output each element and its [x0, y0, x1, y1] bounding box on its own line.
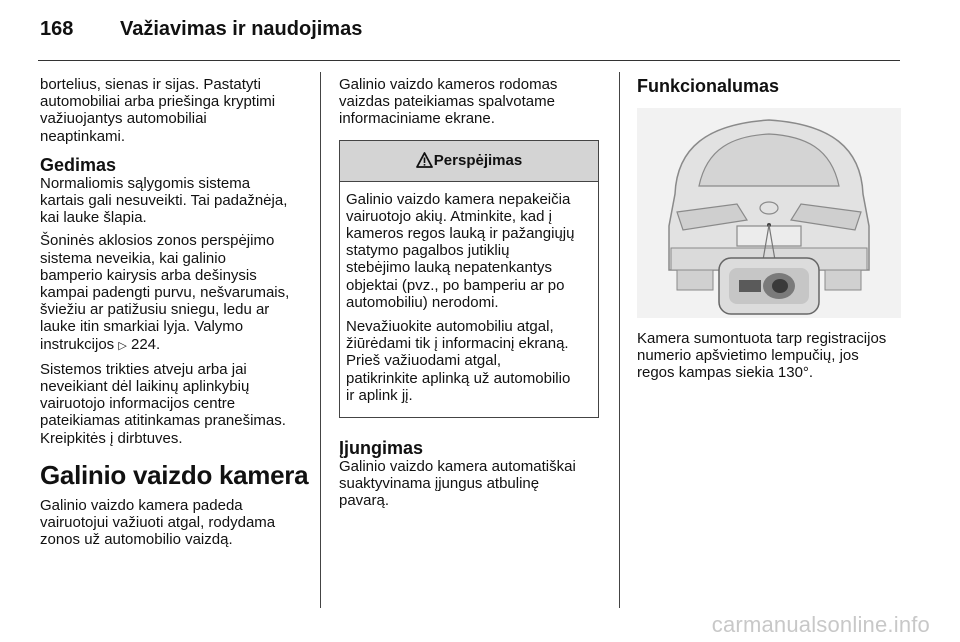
text-line: Šoninės aklosios zonos perspėjimo	[40, 232, 275, 250]
text-line: vairuotojo informacijos centre	[40, 395, 236, 413]
column-divider-2	[619, 72, 620, 608]
text-line: Normaliomis sąlygomis sistema	[40, 174, 251, 192]
ijungimas-paragraph	[339, 458, 601, 510]
text-line: patikrinkite aplinką už automobilio	[346, 369, 571, 387]
text-line: kampai padengti purvu, nešvarumais,	[40, 284, 290, 302]
heading-rear-camera: Galinio vaizdo kamera	[40, 459, 309, 490]
warning-title: Perspėjimas	[433, 151, 523, 169]
text-line: stebėjimo lauką nepatenkantys	[346, 259, 552, 277]
warning-box	[339, 140, 599, 418]
text-line: suaktyvinama įjungus atbulinę	[339, 475, 540, 493]
text-line: važiuojantys automobiliai	[40, 110, 207, 128]
ref-text: instrukcijos	[40, 335, 115, 353]
display-paragraph	[339, 76, 601, 128]
text-line: Galinio vaizdo kameros rodomas	[339, 76, 558, 93]
text-line: vaizdas pateikiamas spalvotame	[339, 93, 555, 111]
text-line: Kamera sumontuota tarp registracijos	[637, 330, 887, 347]
text-line: žiūrėdami tik į informacinį ekraną.	[346, 335, 569, 353]
gedimas-paragraph	[40, 175, 310, 227]
text-line: kartais gali nesuveikti. Tai padažnėja,	[40, 192, 288, 210]
text-line: vairuotojui važiuoti atgal, rodydama	[40, 514, 276, 532]
warning-header	[340, 141, 598, 182]
warning-paragraph-1	[346, 191, 592, 311]
text-line: Kreipkitės į dirbtuves.	[40, 429, 183, 447]
column-1	[40, 76, 310, 554]
text-line: objektai (pvz., po bamperiu ar po	[346, 276, 565, 294]
text-line: ir aplink jį.	[346, 386, 413, 404]
warning-triangle-icon	[416, 152, 433, 168]
text-line: automobiliu) nerodomi.	[346, 293, 499, 311]
text-line: pavarą.	[339, 492, 390, 510]
intro-paragraph	[40, 76, 310, 145]
column-2	[339, 76, 601, 516]
text-line: pateikiamas atitinkamas pranešimas.	[40, 412, 286, 430]
text-line: neaptinkami.	[40, 127, 126, 145]
text-line: bortelius, sienas ir sijas. Pastatyti	[40, 76, 261, 93]
page-number: 168	[40, 18, 74, 40]
column-3	[637, 76, 907, 388]
text-line: šviežiu ar patižusiu sniegu, ledu ar	[40, 301, 270, 319]
text-line: neveikiant dėl laikinų aplinkybių	[40, 378, 250, 396]
arrow-icon: ▷	[118, 339, 127, 352]
text-line: Galinio vaizdo kamera nepakeičia	[346, 190, 571, 208]
heading-funkcionalumas: Funkcionalumas	[637, 76, 780, 96]
text-line: lauke itin smarkiai lyja. Valymo	[40, 318, 244, 336]
text-line: vairuotojo akių. Atminkite, kad į	[346, 207, 552, 225]
page-title: Važiavimas ir naudojimas	[120, 18, 363, 40]
fault-paragraph	[40, 361, 310, 447]
blind-spot-paragraph	[40, 232, 310, 354]
text-line: bamperio kairysis arba dešinysis	[40, 266, 257, 284]
text-line: informaciniame ekrane.	[339, 110, 495, 128]
text-line: kameros regos lauką ir pažangiųjų	[346, 225, 575, 243]
text-line: Nevažiuokite automobiliu atgal,	[346, 318, 554, 336]
text-line: statymo pagalbos jutiklių	[346, 242, 510, 260]
column-divider-1	[320, 72, 321, 608]
heading-gedimas: Gedimas	[40, 154, 117, 175]
text-line: regos kampas siekia 130°.	[637, 364, 814, 382]
warning-body	[340, 182, 598, 417]
text-line: kai lauke šlapia.	[40, 209, 147, 227]
text-line: Sistemos trikties atveju arba jai	[40, 360, 247, 378]
text-line: numerio apšvietimo lempučių, jos	[637, 347, 859, 365]
page-reference	[40, 336, 310, 355]
text-line: Galinio vaizdo kamera padeda	[40, 496, 243, 514]
text-line: Galinio vaizdo kamera automatiškai	[339, 458, 576, 476]
heading-ijungimas: Įjungimas	[339, 438, 424, 459]
text-line: automobiliai arba priešinga kryptimi	[40, 93, 276, 111]
text-line: zonos už automobilio vaizdą.	[40, 531, 233, 549]
watermark: carmanualsonline.info	[711, 612, 930, 637]
camera-paragraph	[40, 497, 310, 549]
camera-location-illustration	[637, 108, 901, 318]
car-rear-illustration	[637, 108, 901, 318]
text-line: Prieš važiuodami atgal,	[346, 352, 502, 370]
ref-page-link[interactable]: 224.	[131, 335, 161, 353]
text-line: sistema neveikia, kai galinio	[40, 249, 226, 267]
header-rule	[38, 60, 900, 61]
warning-paragraph-2	[346, 318, 592, 404]
caption-paragraph	[637, 330, 907, 382]
